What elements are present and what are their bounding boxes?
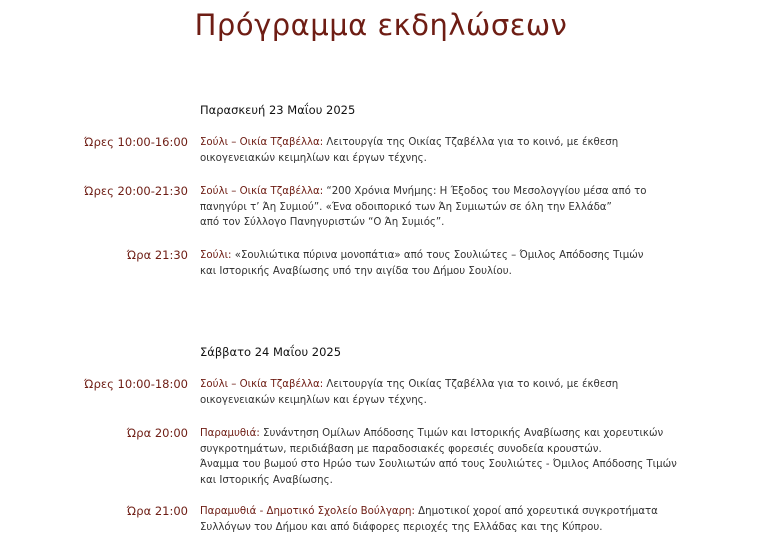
event-text: οικογενειακών κειμηλίων και έργων τέχνης. [200, 152, 427, 164]
event-time: Ώρες 10:00-18:00 [84, 377, 188, 391]
event-text: Συνάντηση Ομίλων Απόδοσης Τιμών και Ιστορικής Αναβίωσης και χορευτικών [259, 428, 664, 439]
event-text: και Ιστορικής Αναβίωσης. [200, 474, 333, 486]
event-time: Ώρα 21:30 [126, 248, 188, 262]
day-heading: Σάββατο 24 Μαΐου 2025 [200, 345, 342, 359]
event-text: Άναμμα του βωμού στο Ηρώο των Σουλιωτών από τους Σουλιώτες - Όμιλος Απόδοσης Τιμών [200, 459, 677, 471]
event-text: Λειτουργία της Οικίας Τζαβέλλα για το κοινό, με έκθεση [323, 379, 619, 390]
event-text: πανηγύρι τ’ Άη Συμιού”. «Ένα οδοιπορικό των Άη Συμιωτών σε όλη την Ελλάδα” [200, 201, 612, 213]
event-description [200, 135, 690, 166]
event-location: Σούλι – Οικία Τζαβέλλα: [200, 137, 324, 148]
event-description [200, 377, 690, 408]
event-time: Ώρες 20:00-21:30 [84, 184, 188, 198]
event-text: “200 Χρόνια Μνήμης: Η Έξοδος του Μεσολογγίου μέσα από το [323, 186, 647, 197]
event-text: Συλλόγων του Δήμου και από διάφορες περιοχές της Ελλάδας και της Κύπρου. [200, 521, 603, 533]
day-heading: Παρασκευή 23 Μαΐου 2025 [200, 103, 356, 117]
event-text: συγκροτημάτων, περιδιάβαση με παραδοσιακές φορεσιές συνοδεία κρουστών. [200, 443, 602, 455]
event-location: Παραμυθιά: [200, 428, 260, 439]
event-location: Σούλι – Οικία Τζαβέλλα: [200, 379, 324, 390]
event-text: και Ιστορικής Αναβίωσης υπό την αιγίδα του Δήμου Σουλίου. [200, 265, 512, 277]
event-text: οικογενειακών κειμηλίων και έργων τέχνης. [200, 394, 427, 406]
event-description [200, 248, 690, 279]
page-title: Πρόγραμμα εκδηλώσεων [194, 8, 568, 42]
event-location: Παραμυθιά - Δημοτικό Σχολείο Βούλγαρη: [200, 506, 415, 517]
event-time: Ώρα 21:00 [126, 504, 188, 518]
event-time: Ώρες 10:00-16:00 [84, 135, 188, 149]
event-description [200, 426, 690, 488]
event-description [200, 184, 690, 231]
event-location: Σούλι: [200, 250, 232, 261]
event-text: Λειτουργία της Οικίας Τζαβέλλα για το κοινό, με έκθεση [323, 137, 619, 148]
event-time: Ώρα 20:00 [126, 426, 188, 440]
event-description [200, 504, 690, 535]
event-text: από τον Σύλλογο Πανηγυριστών “Ο Άη Συμιός”. [200, 217, 445, 229]
event-text: Δημοτικοί χοροί από χορευτικά συγκροτήματα [414, 506, 658, 517]
event-text: «Σουλιώτικα πύρινα μονοπάτια» από τους Σουλιώτες – Όμιλος Απόδοσης Τιμών [231, 250, 644, 261]
event-location: Σούλι – Οικία Τζαβέλλα: [200, 186, 324, 197]
